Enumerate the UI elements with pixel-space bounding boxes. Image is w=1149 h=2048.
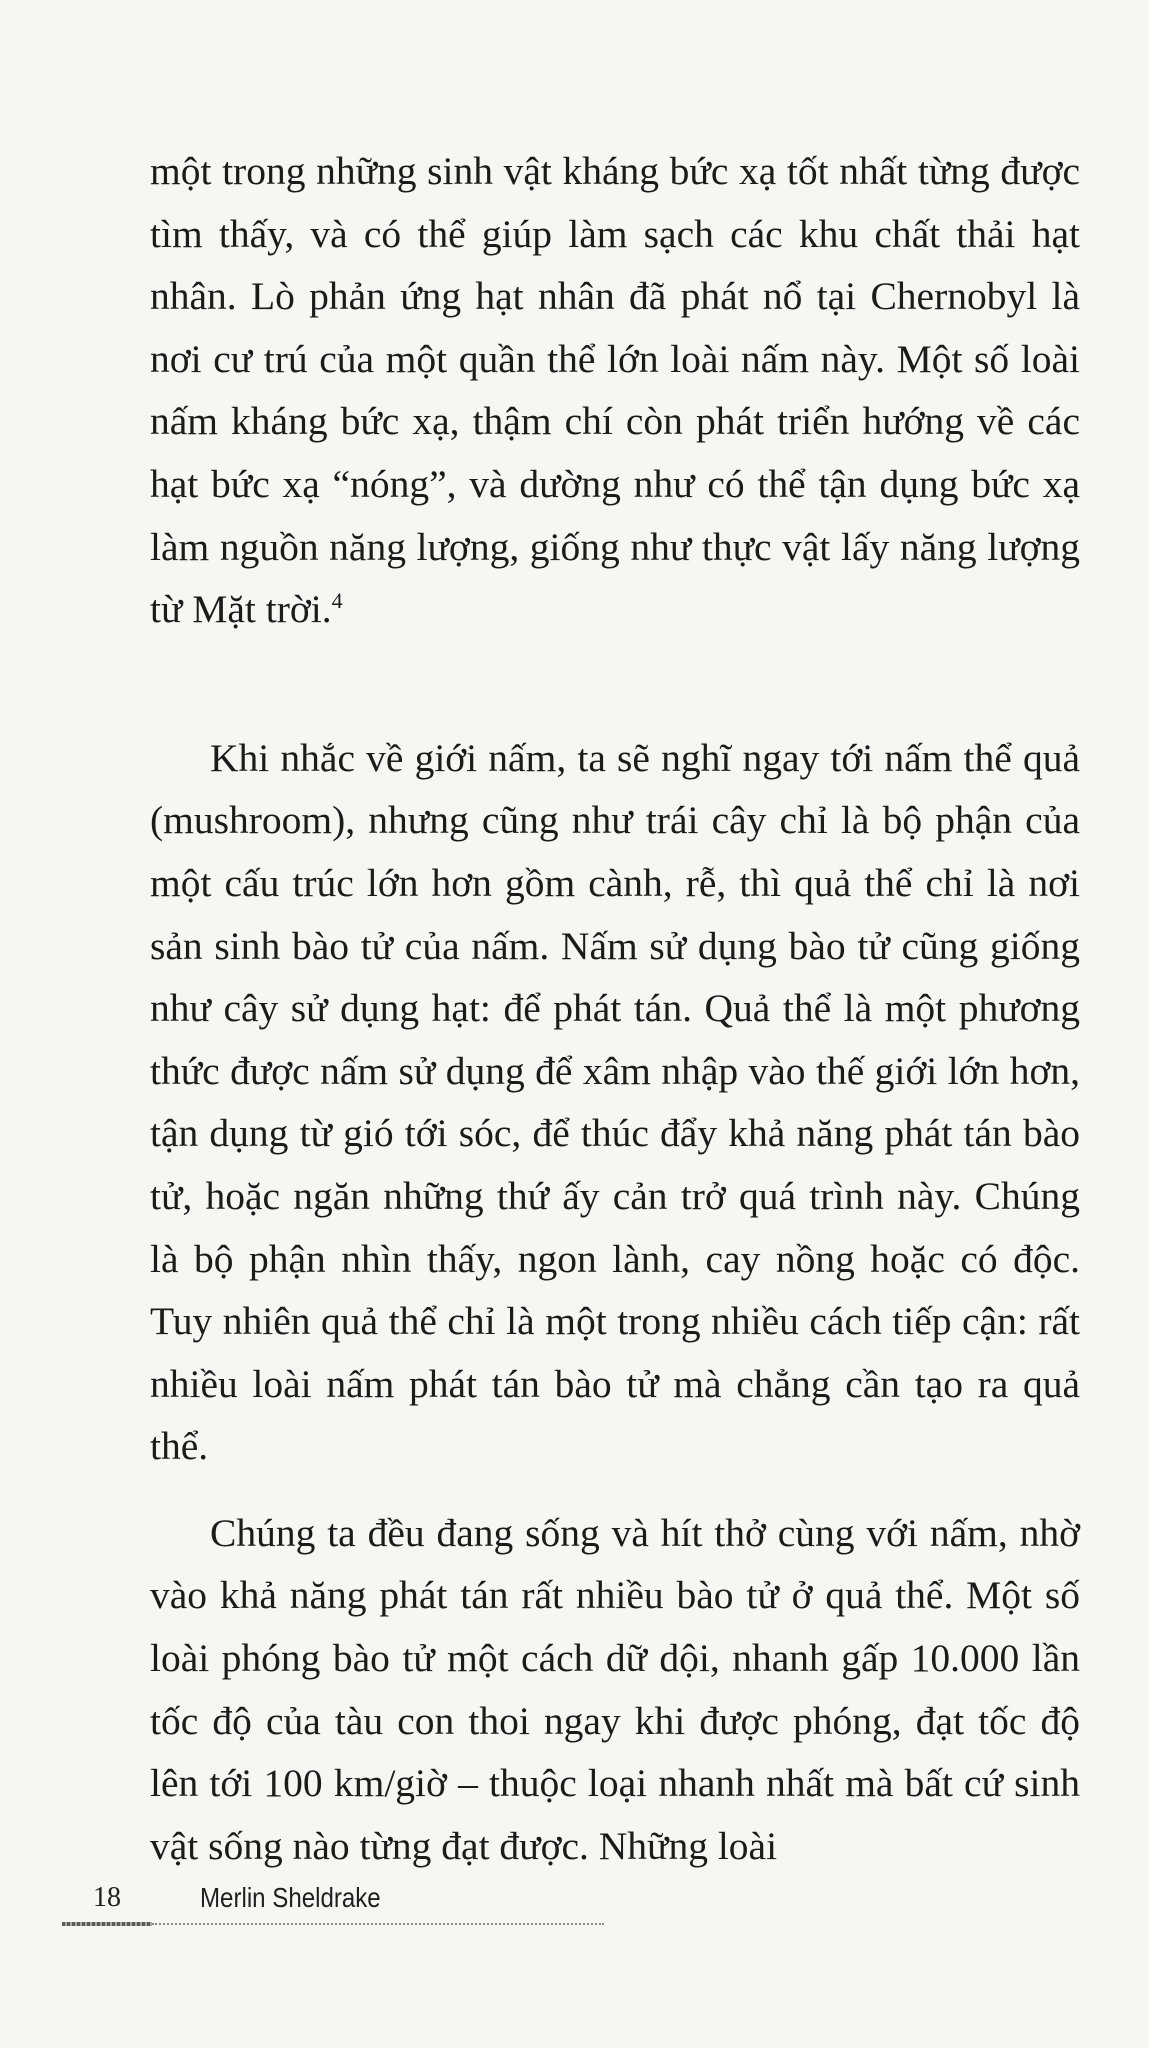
page-number: 18	[93, 1882, 121, 1913]
footer-rule-dashed	[62, 1922, 152, 1926]
paragraph-3: Chúng ta đều đang sống và hít thở cùng với nấm, nhờ vào khả năng phát tán rất nhiều bào tử ở quả thể. Một số loài phóng bào tử một cách dữ dội, nhanh gấp 10.000 lần tốc độ của tàu con thoi ngay khi được phóng, đạt tốc độ lên tới 100 km/giờ – thuộc loại nhanh nhất mà bất cứ sinh vật sống nào từng đạt được. Những loài	[150, 1510, 1080, 1868]
paragraph-1-text: một trong những sinh vật kháng bức xạ tốt nhất từng được tìm thấy, và có thể giúp làm sạch các khu chất thải hạt nhân. Lò phản ứng hạt nhân đã phát nổ tại Chernobyl là nơi cư trú của một quần thể lớn loài nấm này. Một số loài nấm kháng bức xạ, thậm chí còn phát triển hướng về các hạt bức xạ “nóng”, và dường như có thể tận dụng bức xạ làm nguồn năng lượng, giống như thực vật lấy năng lượng từ Mặt trời.	[150, 149, 1080, 632]
paragraph-gap	[150, 1478, 1080, 1502]
running-footer-author: Merlin Sheldrake	[200, 1882, 381, 1913]
paragraph-2: Khi nhắc về giới nấm, ta sẽ nghĩ ngay tới nấm thể quả (mushroom), nhưng cũng như trái cây chỉ là bộ phận của một cấu trúc lớn hơn gồm cành, rễ, thì quả thể chỉ là nơi sản sinh bào tử của nấm. Nấm sử dụng bào tử cũng giống như cây sử dụng hạt: để phát tán. Quả thể là một phương thức được nấm sử dụng để xâm nhập vào thế giới lớn hơn, tận dụng từ gió tới sóc, để thúc đẩy khả năng phát tán bào tử, hoặc ngăn những thứ ấy cản trở quá trình này. Chúng là bộ phận nhìn thấy, ngon lành, cay nồng hoặc có độc. Tuy nhiên quả thể chỉ là một trong nhiều cách tiếp cận: rất nhiều loài nấm phát tán bào tử mà chẳng cần tạo ra quả thể.	[150, 735, 1080, 1469]
body-text	[150, 140, 1080, 1877]
footnote-marker: 4	[331, 588, 343, 614]
footer-rule-dotted	[152, 1923, 604, 1925]
section-break	[150, 641, 1080, 727]
page-footer	[90, 1882, 520, 1922]
paragraph-continued	[150, 140, 1080, 641]
